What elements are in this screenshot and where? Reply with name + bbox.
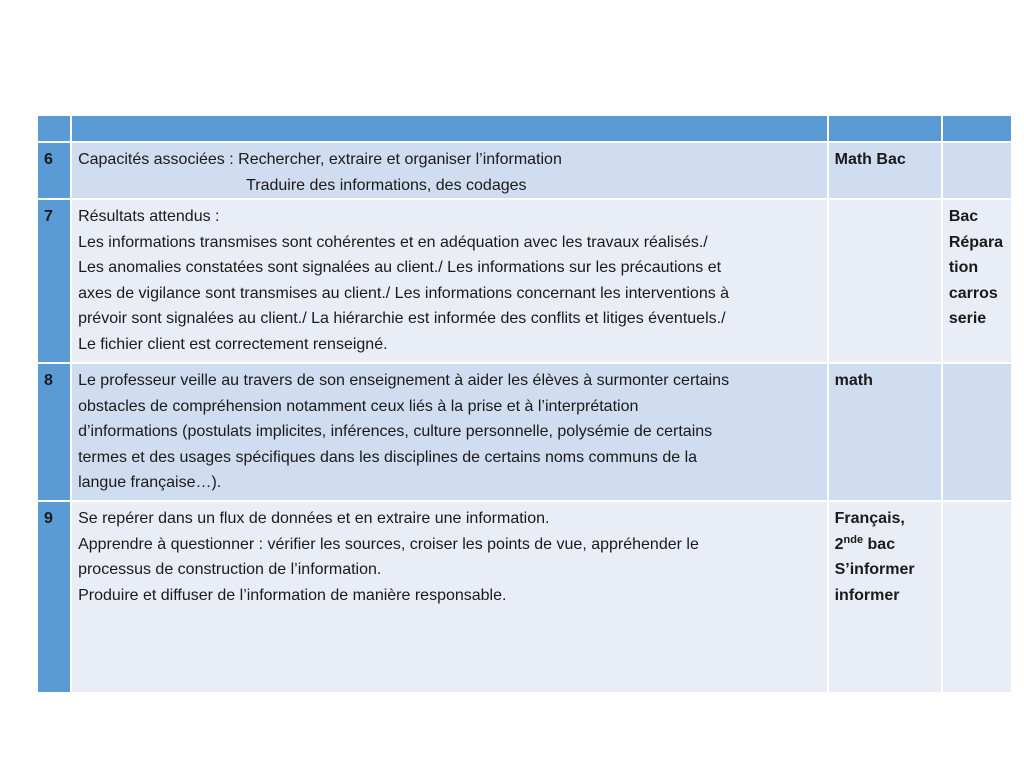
- text-line: Les informations transmises sont cohérentes et en adéquation avec les travaux réalisés./: [78, 233, 708, 251]
- header-cell-number: [37, 115, 71, 142]
- text-line: Le fichier client est correctement renseigné.: [78, 335, 388, 353]
- reference-line: Math Bac: [834, 151, 906, 168]
- level-number: 2: [834, 535, 844, 553]
- text-line: Produire et diffuser de l’information de manière responsable.: [78, 586, 507, 604]
- level-superscript: nde: [843, 533, 864, 546]
- row-reference: [828, 199, 942, 363]
- row-description: [71, 199, 828, 363]
- text-line: Les anomalies constatées sont signalées au client./ Les informations sur les précautions et: [78, 259, 722, 276]
- row-description: [71, 501, 828, 693]
- row-description: [71, 142, 828, 199]
- reference-line: S’informer: [834, 561, 915, 578]
- text-line: Se repérer dans un flux de données et en extraire une information.: [78, 510, 550, 527]
- extra-line: serie: [948, 310, 987, 327]
- table-row: [37, 501, 1012, 693]
- row-extra: [942, 501, 1012, 693]
- row-number: 9: [37, 501, 71, 693]
- table-header-row: [37, 115, 1012, 142]
- text-line: Le professeur veille au travers de son enseignement à aider les élèves à surmonter certains: [78, 372, 730, 389]
- row-reference: [828, 501, 942, 693]
- text-line: langue française…).: [78, 474, 222, 491]
- text-line: Capacités associées : Rechercher, extraire et organiser l’information: [78, 151, 562, 168]
- table-row: [37, 142, 1012, 199]
- level-suffix: bac: [863, 535, 896, 553]
- text-line: Résultats attendus :: [78, 208, 220, 225]
- header-cell-extra: [942, 115, 1012, 142]
- row-extra: [942, 199, 1012, 363]
- row-number: 7: [37, 199, 71, 363]
- reference-line: informer: [834, 586, 900, 604]
- reference-line: Français,: [834, 510, 905, 527]
- header-cell-reference: [828, 115, 942, 142]
- text-line: termes et des usages spécifiques dans les disciplines de certains noms communs de la: [78, 448, 698, 466]
- row-description: [71, 363, 828, 501]
- row-extra: [942, 363, 1012, 501]
- text-line: axes de vigilance sont transmises au client./ Les informations concernant les interventions à: [78, 284, 730, 302]
- row-reference: [828, 142, 942, 199]
- extra-line: Répara: [948, 233, 1004, 251]
- reference-line: [835, 532, 935, 558]
- row-number: 6: [37, 142, 71, 199]
- text-line: Traduire des informations, des codages: [246, 176, 527, 194]
- text-line: processus de construction de l’information.: [78, 561, 382, 578]
- text-line: prévoir sont signalées au client./ La hiérarchie est informée des conflits et litiges éventuels./: [78, 310, 726, 327]
- competencies-table: [36, 114, 1013, 694]
- table-row: [37, 363, 1012, 501]
- header-cell-description: [71, 115, 828, 142]
- row-reference: [828, 363, 942, 501]
- text-line: obstacles de compréhension notamment ceux liés à la prise et à l’interprétation: [78, 397, 639, 415]
- row-extra: [942, 142, 1012, 199]
- reference-line: math: [834, 372, 873, 389]
- text-line: d’informations (postulats implicites, inférences, culture personnelle, polysémie de certains: [78, 423, 713, 440]
- extra-line: Bac: [948, 208, 979, 225]
- extra-line: tion: [948, 259, 979, 276]
- extra-line: carros: [948, 284, 998, 302]
- table-row: [37, 199, 1012, 363]
- row-number: 8: [37, 363, 71, 501]
- text-line: Apprendre à questionner : vérifier les sources, croiser les points de vue, appréhender le: [78, 535, 699, 553]
